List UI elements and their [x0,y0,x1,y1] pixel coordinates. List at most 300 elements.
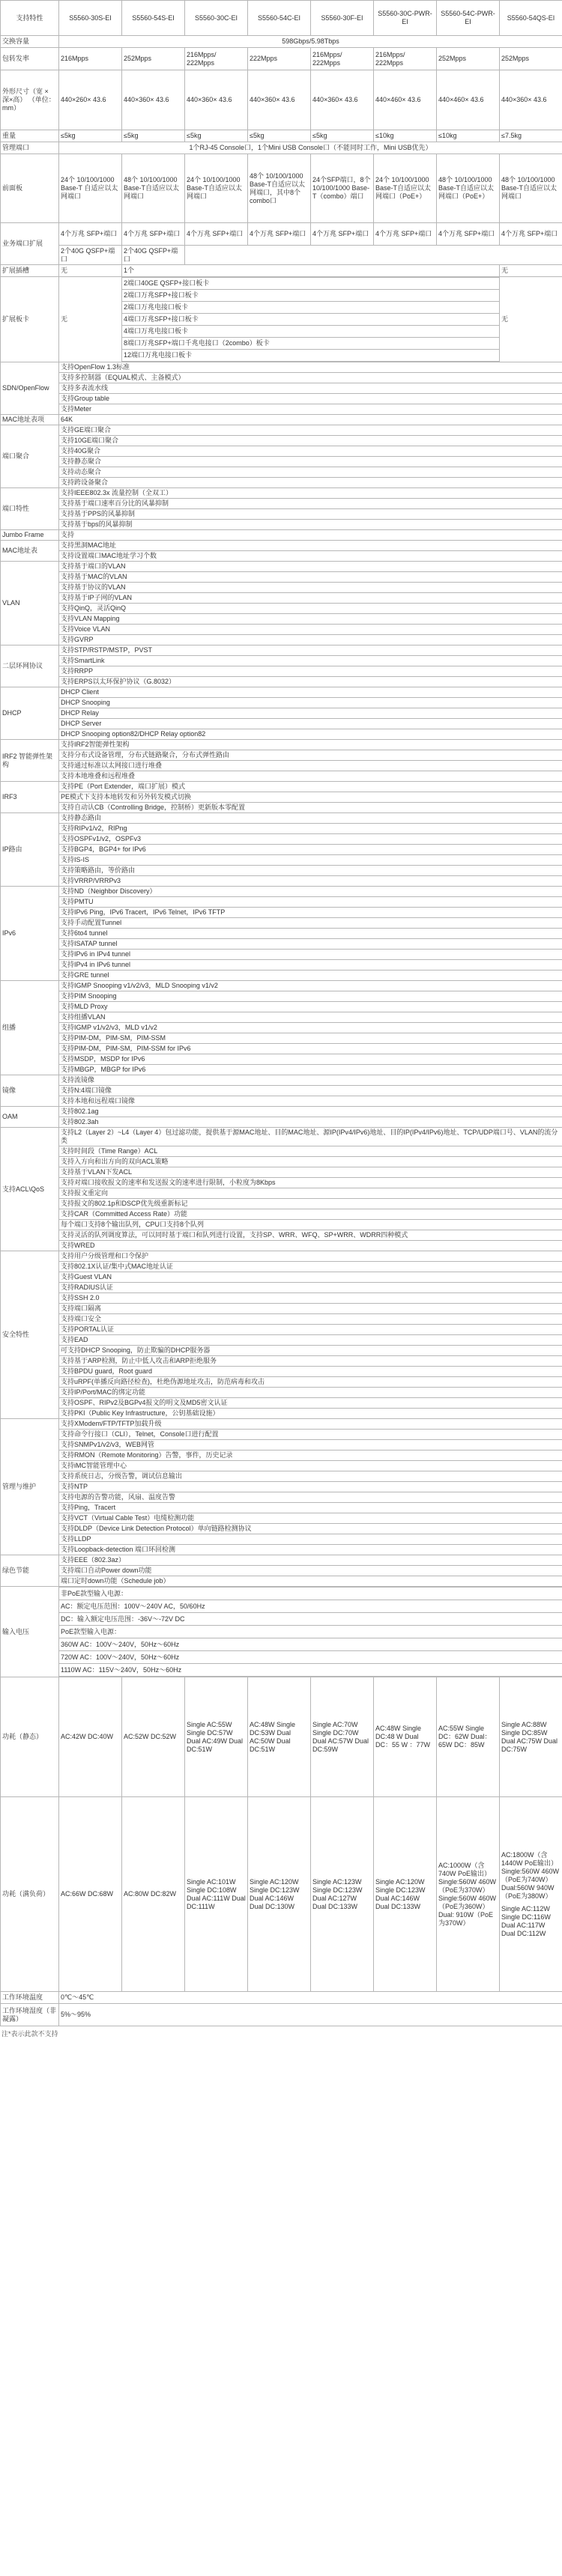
feature-row [1,509,562,520]
feature-item: 支持MBGP，MBGP for IPv6 [59,1065,562,1075]
feature-item: 支持报文重定向 [59,1188,562,1199]
feature-item: 64K [59,415,562,425]
feature-item: 支持用户分级管理和口令保护 [59,1251,562,1262]
feature-row [1,1178,562,1188]
feature-item: 支持基于VLAN下发ACL [59,1167,562,1178]
feature-item: 支持Ping，Tracert [59,1503,562,1513]
feature-item: 支持10GE端口聚合 [59,436,562,446]
feature-row [1,551,562,562]
feature-row [1,1188,562,1199]
card-list [122,277,499,362]
feature-item: 支持IEEE802.3x 流量控制（全双工） [59,488,562,499]
feature-row [1,1398,562,1409]
feature-row [1,1566,562,1576]
feature-row [1,824,562,834]
feature-item: 支持基于IP子网的VLAN [59,593,562,604]
feature-row [1,1199,562,1209]
feature-item: 可支持DHCP Snooping，防止欺骗的DHCP服务器 [59,1346,562,1356]
feature-item: 支持L2（Layer 2）~L4（Layer 4）包过滤功能，提供基于源MAC地址、目的MAC地址、源IP(IPv4/IPv6)地址、目的IP(IPv4/IPv6)地址、TCP/UDP端口号、VLAN的流分类 [59,1128,562,1146]
card-item [122,338,499,350]
feature-item: 支持RRPP [59,666,562,677]
weight-row [1,130,562,142]
weight-value: ≤5kg [122,130,185,142]
feature-item: 支持静态路由 [59,813,562,824]
feature-row [1,1356,562,1367]
qsfp-row [1,246,562,265]
feature-item: DHCP Relay [59,708,562,719]
qsfp-empty [185,246,562,265]
feature-row [1,666,562,677]
feature-row [1,834,562,845]
feature-item: 支持SNMPv1/v2/v3，WEB网管 [59,1440,562,1450]
power-list-cell [59,1587,562,1677]
section-label: IP路由 [1,813,59,887]
feature-row [1,583,562,593]
card-item-text: 8端口万兆SFP+端口千兆电接口（2combo）板卡 [122,338,499,350]
feature-item: 支持DLDP（Device Link Detection Protocol）单向链路检测协议 [59,1524,562,1534]
full-power-value: AC:66W DC:68W [59,1797,122,1992]
card-value: 无 [500,277,562,362]
feature-item: 支持PE（Port Extender，端口扩展）模式 [59,782,562,792]
feature-row [1,1367,562,1377]
full-power-value-b: Single AC:112W Single DC:116W Dual AC:117W Dual DC:112W [501,1904,551,1937]
feature-item: 支持系统日志，分级告警，调试信息输出 [59,1471,562,1482]
dimension-value: 440×360× 43.6 [248,70,311,130]
feature-row [1,562,562,572]
row-label: 管理端口 [1,142,59,154]
feature-row [1,614,562,625]
feature-item: 支持NTP [59,1482,562,1492]
card-row [1,277,562,362]
static-power-value: Single AC:55W Single DC:57W Dual AC:49W Dual DC:51W [185,1677,248,1797]
slot-value: 1个 [122,265,500,277]
power-item-text: 1110W AC：115V～240V，50Hz～60Hz [59,1664,562,1677]
section-label: MAC地址表项 [1,415,59,425]
feature-row [1,1023,562,1033]
section-label: 二层环网协议 [1,645,59,687]
pps-row [1,48,562,70]
full-power-value: Single AC:123W Single DC:123W Dual AC:127W Dual DC:133W [311,1797,374,1992]
feature-row [1,467,562,478]
power-item [59,1638,562,1651]
feature-item: 支持PKI（Public Key Infrastructure，公钥基础设施） [59,1409,562,1419]
feature-row [1,1054,562,1065]
weight-value: ≤10kg [437,130,500,142]
feature-row [1,1503,562,1513]
feature-row [1,1251,562,1262]
front-panel-value: 48个 10/100/1000 Base-T自适应以太网端口（PoE+） [437,154,500,223]
static-power-value: AC:48W Single DC:53W Dual AC:50W Dual DC:51W [248,1677,311,1797]
static-power-value: Single AC:88W Single DC:85W Dual AC:75W Dual DC:75W [500,1677,562,1797]
card-item-text: 2端口万兆电接口板卡 [122,302,499,314]
feature-row [1,1576,562,1587]
feature-item: DHCP Snooping option82/DHCP Relay option82 [59,729,562,740]
feature-row [1,782,562,792]
feature-item: 支持ND（Neighbor Discovery） [59,887,562,897]
section-label: VLAN [1,562,59,645]
feature-item: 支持802.1ag [59,1107,562,1117]
pps-value: 252Mpps [122,48,185,70]
feature-item: 支持XModem/FTP/TFTP加载升级 [59,1419,562,1430]
feature-row [1,719,562,729]
feature-item: 支持手动配置Tunnel [59,918,562,929]
feature-item: 支持命令行接口（CLI），Telnet，Console口进行配置 [59,1430,562,1440]
feature-item: 支持SSH 2.0 [59,1293,562,1304]
power-item [59,1600,562,1613]
feature-row [1,960,562,970]
uplink-value: 4个万兆 SFP+端口 [59,223,122,246]
capacity-row [1,36,562,48]
qsfp-value: 2个40G QSFP+端口 [59,246,122,265]
section-label: 安全特性 [1,1251,59,1419]
feature-row [1,1555,562,1566]
feature-row [1,1033,562,1044]
feature-item: 支持PORTAL认证 [59,1325,562,1335]
feature-row [1,1388,562,1398]
power-item [59,1613,562,1626]
feature-row [1,771,562,782]
feature-row [1,1209,562,1220]
card-item-text: 4端口万兆电接口板卡 [122,326,499,338]
feature-item: 支持时间段（Time Range）ACL [59,1146,562,1157]
feature-row [1,677,562,687]
feature-row [1,530,562,541]
full-power-value: AC:1000W（含740W PoE输出） Single:560W 460W（PoE为370W） Single:560W 460W（PoE为360W） Dual: 910W（PoE为370W） [437,1797,500,1992]
pps-value: 216Mpps/ 222Mpps [185,48,248,70]
feature-item: 支持PIM Snooping [59,991,562,1002]
row-label: 业务端口扩展 [1,223,59,265]
feature-row [1,425,562,436]
feature-item: 支持BGP4，BGP4+ for IPv6 [59,845,562,855]
feature-row [1,1293,562,1304]
card-item [122,314,499,326]
section-label: 管理与维护 [1,1419,59,1555]
card-value: 无 [59,277,122,362]
pps-value: 222Mpps [248,48,311,70]
feature-row [1,436,562,446]
uplink-value: 4个万兆 SFP+端口 [500,223,562,246]
feature-row [1,929,562,939]
feature-item: 支持灵活的队列调度算法，可以同时基于端口和队列进行设置，支持SP、WRR、WFQ、SP+WRR、WDRR四种模式 [59,1230,562,1241]
feature-row [1,981,562,991]
card-item [122,278,499,290]
feature-item: 支持BPDU guard，Root guard [59,1367,562,1377]
feature-item: 支持IS-IS [59,855,562,866]
feature-row [1,855,562,866]
section-label: 组播 [1,981,59,1075]
feature-item: 支持N:4端口镜像 [59,1086,562,1096]
row-label: 功耗（静态） [1,1677,59,1797]
feature-item: 支持CAR（Committed Access Rate）功能 [59,1209,562,1220]
feature-row [1,950,562,960]
feature-item: 支持Meter [59,404,562,415]
card-item-text: 2端口40GE QSFP+接口板卡 [122,278,499,290]
capacity-value: 598Gbps/5.98Tbps [59,36,562,48]
feature-row [1,635,562,645]
feature-row [1,572,562,583]
uplink-value: 4个万兆 SFP+端口 [248,223,311,246]
feature-item: 支持入方向和出方向的双向ACL策略 [59,1157,562,1167]
feature-item: 支持RADIUS认证 [59,1283,562,1293]
model-header: S5560-54QS-EI [500,1,562,36]
feature-item: 支持uRPF(单播反向路径检查)，杜绝伪源地址攻击，防范病毒和攻击 [59,1377,562,1388]
feature-row [1,991,562,1002]
feature-item: 支持基于PPS的风暴抑制 [59,509,562,520]
model-header: S5560-30C-EI [185,1,248,36]
feature-row [1,1325,562,1335]
feature-row [1,394,562,404]
feature-item: 支持分布式设备管理，分布式链路聚合，分布式弹性路由 [59,750,562,761]
feature-item: 支持对端口接收报文的速率和发送报文的速率进行限制，小粒度为8Kbps [59,1178,562,1188]
feature-row [1,1492,562,1503]
uplink-row [1,223,562,246]
dimension-row [1,70,562,130]
feature-row [1,761,562,771]
feature-item: 支持基于MAC的VLAN [59,572,562,583]
feature-item: 支持QinQ，灵活QinQ [59,604,562,614]
power-item-text: 非PoE款型输入电源： [59,1588,562,1600]
feature-item: DHCP Client [59,687,562,698]
feature-item: 支持IGMP Snooping v1/v2/v3，MLD Snooping v1/v2 [59,981,562,991]
feature-item: 支持GVRP [59,635,562,645]
feature-row [1,415,562,425]
section-label: DHCP [1,687,59,740]
feature-row [1,729,562,740]
feature-item: 支持iMC智能管理中心 [59,1461,562,1471]
card-list-cell [122,277,500,362]
section-label: IRF3 [1,782,59,813]
power-item-text: PoE款型输入电源： [59,1626,562,1638]
row-label: 扩展板卡 [1,277,59,362]
feature-item: 支持自动认CB（Controlling Bridge，控制桥）更新版本零配置 [59,803,562,813]
feature-item: 支持RMON（Remote Monitoring）告警，事件，历史记录 [59,1450,562,1461]
feature-item: 支持基于端口的VLAN [59,562,562,572]
feature-row [1,750,562,761]
feature-item: 支持端口隔离 [59,1304,562,1314]
power-item [59,1588,562,1600]
feature-item: 支持 [59,530,562,541]
pps-value: 252Mpps [500,48,562,70]
section-label: 镜像 [1,1075,59,1107]
feature-row [1,740,562,750]
feature-item: 支持本地和远程端口镜像 [59,1096,562,1107]
card-item [122,350,499,362]
pps-value: 216Mpps/ 222Mpps [311,48,374,70]
feature-item: 支持VLAN Mapping [59,614,562,625]
feature-item: 支持本地堆叠和远程堆叠 [59,771,562,782]
full-power-value: AC:80W DC:82W [122,1797,185,1992]
section-label: MAC地址表 [1,541,59,562]
feature-row [1,698,562,708]
front-panel-value: 48个 10/100/1000 Base-T自适应以太网端口，其中8个combo口 [248,154,311,223]
feature-item: 支持基于ARP检测，防止中低人攻击和ARP拒绝服务 [59,1356,562,1367]
section-label: IPv6 [1,887,59,981]
feature-item: PE模式下支持本地转发和另外转发模式切换 [59,792,562,803]
feature-item: 支持设置端口MAC地址学习个数 [59,551,562,562]
feature-item: 支持通过标准以太网接口进行堆叠 [59,761,562,771]
dimension-value: 440×460× 43.6 [374,70,437,130]
row-label: 前面板 [1,154,59,223]
feature-item: 支持IPv6 Ping，IPv6 Tracert，IPv6 Telnet，IPv6 TFTP [59,908,562,918]
feature-row [1,1220,562,1230]
slot-value: 无 [500,265,562,277]
weight-value: ≤5kg [59,130,122,142]
front-panel-value: 48个 10/100/1000 Base-T自适应以太网端口 [500,154,562,223]
row-label: 包转发率 [1,48,59,70]
full-power-value-a: AC:1800W（含1440W PoE输出） Single:560W 460W（PoE为740W） Dual:560W 940W（PoE为380W） [501,1850,560,1900]
row-label: 扩展插槽 [1,265,59,277]
dimension-value: 440×360× 43.6 [500,70,562,130]
feature-row [1,908,562,918]
feature-row [1,1272,562,1283]
pps-value: 216Mpps [59,48,122,70]
full-power-value: Single AC:120W Single DC:123W Dual AC:146W Dual DC:133W [374,1797,437,1992]
feature-row [1,845,562,855]
row-label: 重量 [1,130,59,142]
feature-item: 支持OSPF、RIPv2及BGPv4报文的明文及MD5密文认证 [59,1398,562,1409]
feature-row [1,373,562,383]
header-row [1,1,562,36]
feature-row [1,1524,562,1534]
feature-item: 支持OSPFv1/v2，OSPFv3 [59,834,562,845]
feature-item: 支持MLD Proxy [59,1002,562,1012]
feature-item: 支持静态聚合 [59,457,562,467]
feature-item: 支持802.3ah [59,1117,562,1128]
feature-row [1,1335,562,1346]
feature-item: 支持动态聚合 [59,467,562,478]
feature-item: 支持Group table [59,394,562,404]
feature-row [1,803,562,813]
model-header: S5560-30F-EI [311,1,374,36]
front-panel-row [1,154,562,223]
feature-row [1,1534,562,1545]
row-label: 功耗（满负荷） [1,1797,59,1992]
feature-item: 支持Loopback-detection 端口环回检测 [59,1545,562,1555]
temp-value: 0℃～45℃ [59,1992,562,2004]
uplink-value: 4个万兆 SFP+端口 [311,223,374,246]
feature-row [1,1304,562,1314]
feature-item: 支持PMTU [59,897,562,908]
feature-row [1,1044,562,1054]
feature-header: 支持特性 [1,1,59,36]
feature-row [1,1513,562,1524]
feature-item: 支持Guest VLAN [59,1272,562,1283]
front-panel-value: 24个 10/100/1000 Base-T 自适应以太网端口 [59,154,122,223]
feature-row [1,1419,562,1430]
feature-row [1,520,562,530]
feature-item: 支持ISATAP tunnel [59,939,562,950]
pps-value: 216Mpps/ 222Mpps [374,48,437,70]
full-power-value [500,1797,562,1992]
feature-row [1,1377,562,1388]
feature-row [1,918,562,929]
model-header: S5560-30S-EI [59,1,122,36]
feature-row [1,488,562,499]
feature-item: 支持WRED [59,1241,562,1251]
model-header: S5560-54C-PWR-EI [437,1,500,36]
feature-item: 支持PIM-DM，PIM-SM，PIM-SSM for IPv6 [59,1044,562,1054]
card-item [122,302,499,314]
section-label: OAM [1,1107,59,1128]
feature-row [1,1230,562,1241]
full-power-value: Single AC:120W Single DC:123W Dual AC:146W Dual DC:130W [248,1797,311,1992]
feature-row [1,1283,562,1293]
dimension-value: 440×260× 43.6 [59,70,122,130]
feature-row [1,446,562,457]
front-panel-value: 24个SFP端口，8个 10/100/1000 Base-T（combo）端口 [311,154,374,223]
feature-row [1,1346,562,1356]
feature-row [1,1096,562,1107]
feature-row [1,383,562,394]
feature-row [1,362,562,373]
feature-row [1,1440,562,1450]
feature-row [1,1002,562,1012]
feature-item: 支持VRRP/VRRPv3 [59,876,562,887]
humidity-row [1,2004,562,2026]
feature-row [1,625,562,635]
feature-row [1,708,562,719]
feature-row [1,792,562,803]
uplink-value: 4个万兆 SFP+端口 [122,223,185,246]
static-power-value: Single AC:70W Single DC:70W Dual AC:57W Dual DC:59W [311,1677,374,1797]
card-item [122,326,499,338]
feature-row [1,1262,562,1272]
feature-item: 支持GRE tunnel [59,970,562,981]
feature-item: 支持STP/RSTP/MSTP，PVST [59,645,562,656]
feature-row [1,1241,562,1251]
pps-value: 252Mpps [437,48,500,70]
static-power-value: AC:55W Single DC：62W Dual：65W DC：85W [437,1677,500,1797]
feature-item: 支持PIM-DM，PIM-SM，PIM-SSM [59,1033,562,1044]
full-power-row [1,1797,562,1992]
card-item [122,290,499,302]
feature-row [1,645,562,656]
uplink-value: 4个万兆 SFP+端口 [374,223,437,246]
feature-item: 支持电源的告警功能，风扇、温度告警 [59,1492,562,1503]
feature-row [1,404,562,415]
feature-row [1,1065,562,1075]
feature-row [1,1157,562,1167]
feature-item: 支持EEE（802.3az） [59,1555,562,1566]
qsfp-value: 2个40G QSFP+端口 [122,246,185,265]
power-list [59,1587,562,1677]
feature-item: 支持IPv6 in IPv4 tunnel [59,950,562,960]
feature-item: 支持IGMP v1/v2/v3，MLD v1/v2 [59,1023,562,1033]
power-item-text: 360W AC：100V～240V，50Hz～60Hz [59,1638,562,1651]
feature-row [1,1545,562,1555]
feature-item: 支持基于bps的风暴抑制 [59,520,562,530]
feature-item: 支持VCT（Virtual Cable Test）电缆检测功能 [59,1513,562,1524]
feature-item: 支持802.1X认证/集中式MAC地址认证 [59,1262,562,1272]
card-item-text: 12端口万兆电接口板卡 [122,350,499,362]
static-power-value: AC:42W DC:40W [59,1677,122,1797]
feature-item: 支持SmartLink [59,656,562,666]
power-item-text: 720W AC：100V～240V，50Hz～60Hz [59,1651,562,1664]
weight-value: ≤10kg [374,130,437,142]
section-label: Jumbo Frame [1,530,59,541]
feature-row [1,1075,562,1086]
feature-item: 支持GE端口聚合 [59,425,562,436]
feature-item: 支持基于协议的VLAN [59,583,562,593]
feature-row [1,1409,562,1419]
feature-item: 支持端口自动Power down功能 [59,1566,562,1576]
feature-row [1,1314,562,1325]
feature-item: 支持IRF2智能弹性架构 [59,740,562,750]
feature-item: 支持IP/Port/MAC的绑定功能 [59,1388,562,1398]
uplink-value: 4个万兆 SFP+端口 [437,223,500,246]
feature-row [1,1086,562,1096]
section-label: 支持ACL\QoS [1,1128,59,1251]
